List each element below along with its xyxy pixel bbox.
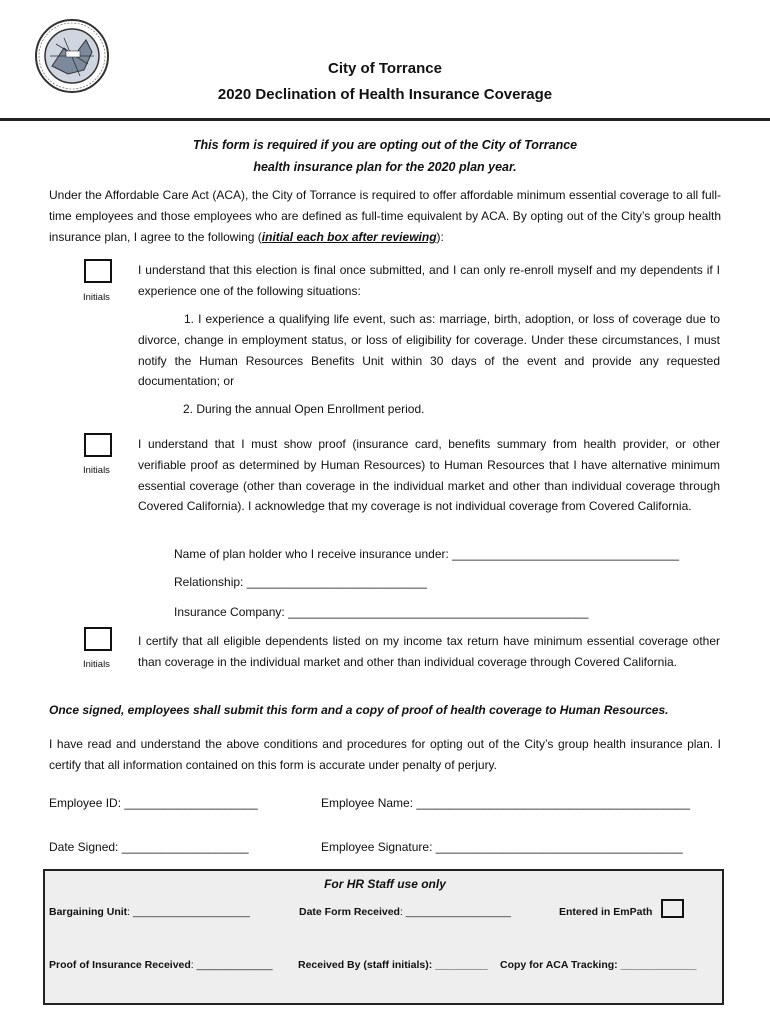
certification-statement: I have read and understand the above conditions and procedures for opting out of the City’s group health insurance plan. I certify that all information contained on this form is accurate under penalty of perjury. <box>49 737 721 772</box>
form-city-title: City of Torrance <box>328 60 442 77</box>
initials-label-1: Initials <box>83 292 110 303</box>
initial-instruction: initial each box after reviewing <box>261 230 437 244</box>
item-1-text: I understand that this election is final once submitted, and I can only re-enroll myself and my dependents if I experience one of the following situations: <box>138 263 720 298</box>
proof-of-insurance-field[interactable]: Proof of Insurance Received: _____________ <box>49 959 273 971</box>
item-2-text: I understand that I must show proof (insurance card, benefits summary from health provider, or other verifiable proof as determined by Human Resources) to Human Resources that I have alternative minimum essential coverage (other than coverage in the individual market and other than individual coverage through Covered California). I acknowledge that my coverage is not individual coverage from Covered California. <box>138 437 720 514</box>
insurance-company-field[interactable]: Insurance Company: _____________________________________________ <box>174 605 589 619</box>
initials-box-1[interactable] <box>84 259 112 283</box>
city-seal-logo <box>34 18 110 94</box>
empath-checkbox[interactable] <box>661 899 684 918</box>
initials-label-3: Initials <box>83 659 110 670</box>
bargaining-unit-field[interactable]: Bargaining Unit: ____________________ <box>49 906 250 918</box>
initials-label-2: Initials <box>83 465 110 476</box>
item-3-text: I certify that all eligible dependents listed on my income tax return have minimum essential coverage other than coverage in the individual market and other than individual coverage through Covered California. <box>138 634 720 669</box>
initials-box-2[interactable] <box>84 433 112 457</box>
intro-line-2: health insurance plan for the 2020 plan year. <box>253 160 517 174</box>
employee-signature-field[interactable]: Employee Signature: _____________________________________ <box>321 840 683 854</box>
item-1-option-1: 1. I experience a qualifying life event, such as: marriage, birth, adoption, or loss of coverage due to divorce, change in employment status, or loss of eligibility for coverage. Under these circumstances, I must notify the Human Resources Benefits Unit within 30 days of the event and provide any requested documentation; or <box>138 312 720 389</box>
received-by-field[interactable]: Received By (staff initials): _________ <box>298 959 488 971</box>
plan-holder-field[interactable]: Name of plan holder who I receive insurance under: __________________________________ <box>174 547 680 561</box>
header-divider <box>0 118 770 121</box>
date-signed-field[interactable]: Date Signed: ___________________ <box>49 840 249 854</box>
intro-paragraph: Under the Affordable Care Act (ACA), the City of Torrance is required to offer affordable minimum essential coverage to all full-time employees and those employees who are defined as full-time equivalent by ACA. By opting out of the City’s group health insurance plan, I agree to the following (initial each box after reviewing): <box>49 188 721 244</box>
intro-line-1: This form is required if you are opting out of the City of Torrance <box>192 138 578 152</box>
hr-section-title: For HR Staff use only <box>324 877 446 891</box>
employee-name-field[interactable]: Employee Name: _________________________________________ <box>321 796 691 810</box>
form-title: 2020 Declination of Health Insurance Coverage <box>217 86 553 103</box>
entered-in-empath-label: Entered in EmPath <box>559 906 653 918</box>
date-form-received-field[interactable]: Date Form Received: __________________ <box>299 906 511 918</box>
initials-box-3[interactable] <box>84 627 112 651</box>
item-1-option-2: 2. During the annual Open Enrollment period. <box>183 402 425 416</box>
relationship-field[interactable]: Relationship: ___________________________ <box>174 575 427 589</box>
employee-id-field[interactable]: Employee ID: ____________________ <box>49 796 258 810</box>
aca-tracking-field[interactable]: Copy for ACA Tracking: _____________ <box>500 959 697 971</box>
submission-note: Once signed, employees shall submit this form and a copy of proof of health coverage to Human Resources. <box>49 703 669 717</box>
